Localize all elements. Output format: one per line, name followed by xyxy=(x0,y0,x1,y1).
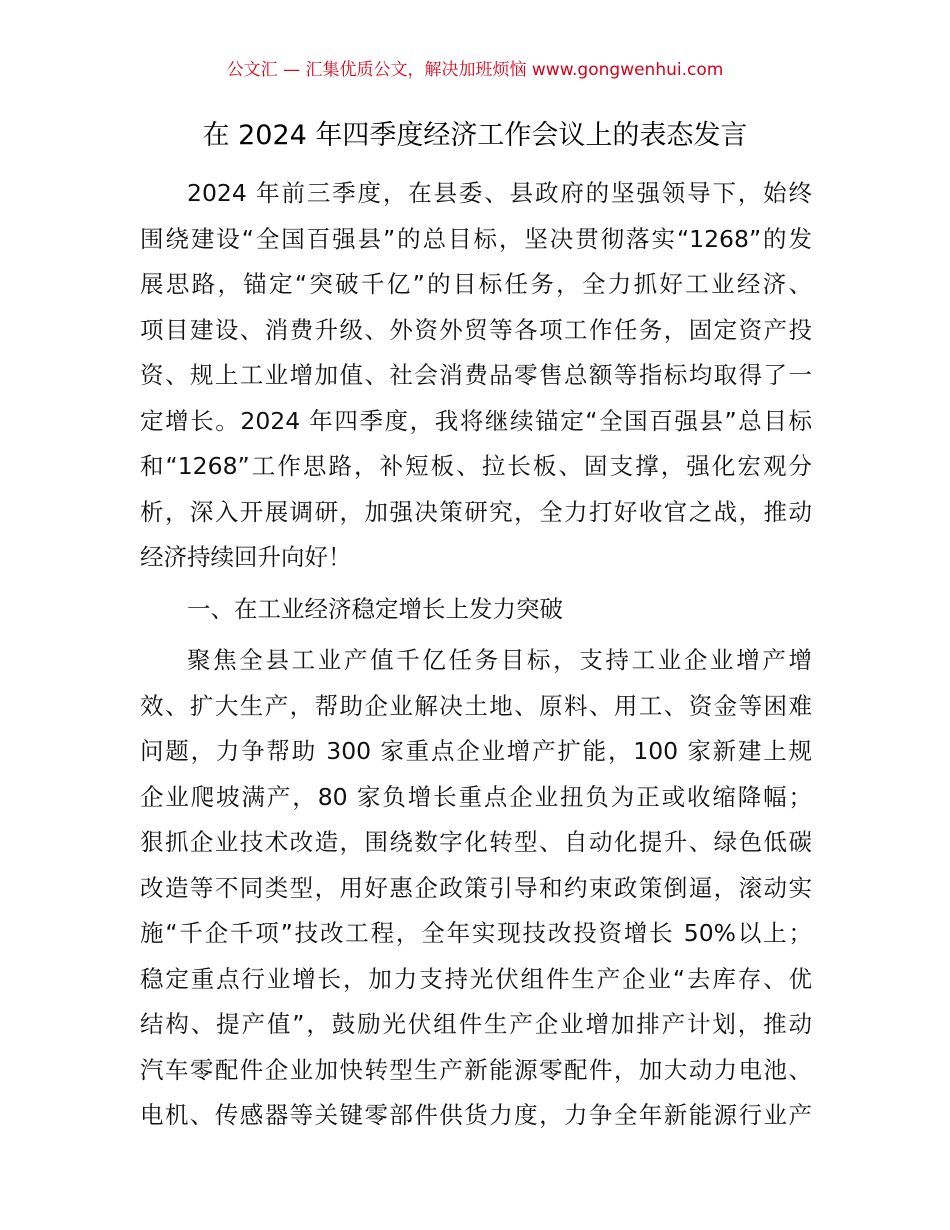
text-line: 定增长。2024 年四季度，我将继续锚定“全国百强县”总目标 xyxy=(140,406,812,435)
document-title: 在 2024 年四季度经济工作会议上的表态发言 xyxy=(202,120,748,151)
text-line: 2024 年前三季度，在县委、县政府的坚强领导下，始终 xyxy=(187,179,812,207)
text-line: 析，深入开展调研，加强决策研究，全力打好收官之战，推动 xyxy=(140,497,812,526)
text-line: 问题，力争帮助 300 家重点企业增产扩能，100 家新建上规 xyxy=(140,737,812,765)
text-line: 围绕建设“全国百强县”的总目标，坚决贯彻落实“1268”的发 xyxy=(140,224,812,253)
text-line: 改造等不同类型，用好惠企政策引导和约束政策倒逼，滚动实 xyxy=(140,873,812,902)
text-line: 电机、传感器等关键零部件供货力度，力争全年新能源行业产 xyxy=(140,1101,812,1129)
paragraph-industrial-economy xyxy=(140,638,812,1139)
text-line: 企业爬坡满产，80 家负增长重点企业扭负为正或收缩降幅； xyxy=(140,782,812,811)
text-line: 结构、提产值”，鼓励光伏组件生产企业增加排产计划，推动 xyxy=(140,1010,812,1038)
section-heading-1 xyxy=(140,587,812,633)
text-line: 稳定重点行业增长，加力支持光伏组件生产企业“去库存、优 xyxy=(140,964,812,993)
text-line: 和“1268”工作思路，补短板、拉长板、固支撑，强化宏观分 xyxy=(140,452,812,480)
paragraph-intro xyxy=(140,171,812,581)
document-body xyxy=(140,171,812,1139)
text-line: 施“千企千项”技改工程，全年实现技改投资增长 50%以上； xyxy=(140,919,812,947)
text-line: 资、规上工业增加值、社会消费品零售总额等指标均取得了一 xyxy=(140,361,812,389)
text-line: 汽车零配件企业加快转型生产新能源零配件，加大动力电池、 xyxy=(140,1055,812,1084)
text-line: 狠抓企业技术改造，围绕数字化转型、自动化提升、绿色低碳 xyxy=(140,828,812,856)
text-line: 项目建设、消费升级、外资外贸等各项工作任务，固定资产投 xyxy=(140,315,812,344)
text-line: 经济持续回升向好！ xyxy=(140,543,352,571)
text-line: 效、扩大生产，帮助企业解决土地、原料、用工、资金等困难 xyxy=(140,691,812,720)
text-line: 聚焦全县工业产值千亿任务目标，支持工业企业增产增 xyxy=(187,646,812,674)
site-header-banner: 公文汇 — 汇集优质公文，解决加班烦恼 www.gongwenhui.com xyxy=(226,60,724,80)
text-line: 展思路，锚定“突破千亿”的目标任务，全力抓好工业经济、 xyxy=(140,270,812,298)
section-heading-text: 一、在工业经济稳定增长上发力突破 xyxy=(187,594,563,623)
